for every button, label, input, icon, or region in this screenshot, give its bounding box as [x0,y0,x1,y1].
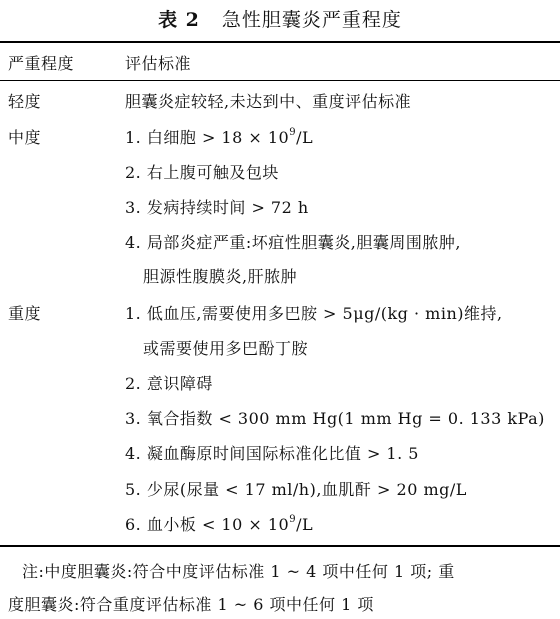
criteria-severe-6-text: 6. 血小板 < 10 × 10 [125,515,290,534]
criteria-mild: 胆囊炎症较轻,未达到中、重度评估标准 [125,92,412,111]
criteria-moderate-4-cont: 胆源性腹膜炎,肝脓肿 [143,267,298,286]
criteria-severe-5: 5. 少尿(尿量 < 17 ml/h),血肌酐 > 20 mg/L [125,480,467,499]
criteria-severe-3: 3. 氧合指数 < 300 mm Hg(1 mm Hg = 0. 133 kPa) [125,409,545,428]
table-title-text: 急性胆囊炎严重程度 [221,9,402,31]
criteria-severe-1-cont: 或需要使用多巴酚丁胺 [143,339,309,358]
severity-moderate: 中度 [8,128,42,147]
criteria-moderate-4: 4. 局部炎症严重:坏疽性胆囊炎,胆囊周围脓肿, [125,233,461,252]
criteria-severe-6-exp: 9 [289,513,297,525]
header-criteria: 评估标准 [125,54,192,73]
criteria-severe-6 [125,514,313,536]
table-title [0,6,560,34]
footnote-line-1: 注:中度胆囊炎:符合中度评估标准 1 ~ 4 项中任何 1 项; 重 [22,562,455,581]
severity-severe: 重度 [8,304,42,323]
criteria-moderate-2: 2. 右上腹可触及包块 [125,163,279,182]
header-severity: 严重程度 [8,54,75,73]
table-label: 表 2 [158,9,200,31]
criteria-moderate-1-unit: /L [296,128,314,147]
criteria-moderate-1-exp: 9 [289,126,297,138]
criteria-severe-1: 1. 低血压,需要使用多巴胺 > 5μg/(kg · min)维持, [125,304,503,323]
criteria-severe-6-unit: /L [296,515,314,534]
top-rule [0,41,560,43]
criteria-moderate-1-text: 1. 白细胞 > 18 × 10 [125,128,290,147]
severity-mild: 轻度 [8,92,42,111]
footnote-line-2: 度胆囊炎:符合重度评估标准 1 ~ 6 项中任何 1 项 [8,595,374,614]
criteria-moderate-1 [125,127,313,149]
bottom-rule [0,545,560,547]
header-rule [0,80,560,81]
criteria-moderate-3: 3. 发病持续时间 > 72 h [125,198,309,217]
criteria-severe-2: 2. 意识障碍 [125,374,213,393]
criteria-severe-4: 4. 凝血酶原时间国际标准化比值 > 1. 5 [125,444,419,463]
